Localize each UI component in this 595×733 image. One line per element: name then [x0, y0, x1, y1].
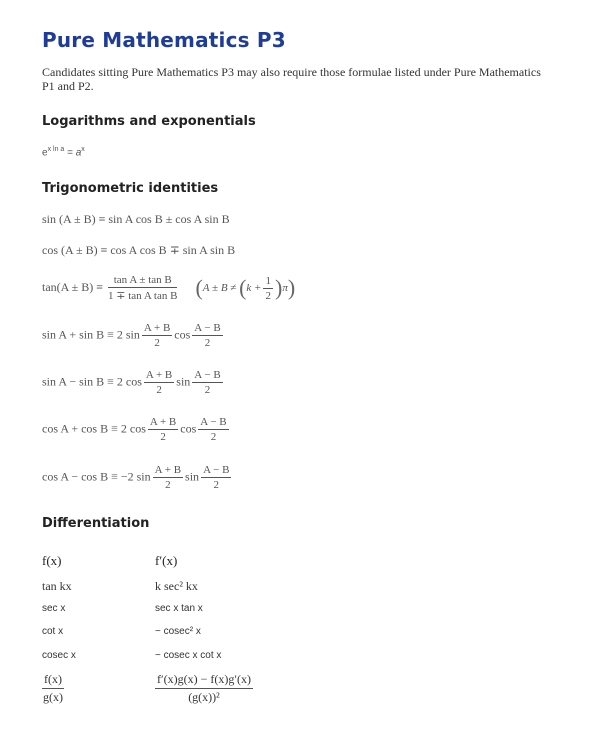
pi-symbol: π	[282, 281, 288, 294]
diff-half-4	[201, 464, 231, 491]
sinA-plus-sinB-lhs: sin A + sin B ≡ 2 sin	[42, 327, 140, 342]
cos-word-3: cos	[180, 421, 197, 436]
cosA-plus-cosB-lhs: cos A + cos B ≡ 2 cos	[42, 421, 146, 436]
exp-power: x ln a	[47, 146, 65, 153]
sum-half-1	[142, 322, 172, 349]
sum-half-4-num: A + B	[154, 464, 182, 476]
diff-half-2-den: 2	[204, 384, 211, 396]
exp-base: e	[42, 147, 48, 159]
tan-k: k +	[246, 281, 262, 294]
tan-fraction-num: tan A ± tan B	[108, 274, 177, 288]
paren-open-inner: (	[239, 275, 247, 300]
cos-word-1: cos	[174, 327, 191, 342]
diff-half-3-den: 2	[210, 431, 217, 443]
diff-col1-header: f(x)	[42, 553, 62, 568]
quotient-f-num: f(x)	[42, 672, 64, 689]
formula-cosA-minus-cosB	[42, 464, 233, 491]
formula-cosA-plus-cosB	[42, 416, 231, 443]
sum-half-3-den: 2	[160, 431, 166, 443]
paren-open: (	[195, 275, 203, 300]
diff-f: sec x	[42, 603, 66, 614]
quotient-f	[42, 672, 64, 705]
diff-half-1-num: A − B	[194, 322, 221, 334]
diff-col2-header: f′(x)	[155, 553, 178, 568]
intro-text: Candidates sitting Pure Mathematics P3 may also require those formulae listed under Pure Mathematics P1 and P2.	[42, 65, 541, 93]
diff-half-2	[192, 369, 222, 396]
sum-half-2-den: 2	[156, 384, 162, 396]
formula-sinA-plus-sinB	[42, 322, 225, 349]
diff-half-4-den: 2	[213, 479, 219, 491]
quotient-f-den: g(x)	[43, 690, 63, 704]
sin-word-4: sin	[185, 469, 200, 484]
page-title: Pure Mathematics P3	[42, 28, 286, 52]
quotient-f-fraction	[42, 672, 64, 705]
diff-half-3	[198, 416, 228, 443]
exp-rhs: a	[75, 147, 82, 159]
diff-df: − cosec x cot x	[155, 650, 222, 661]
diff-f: cot x	[42, 626, 64, 637]
diff-f: tan kx	[42, 579, 72, 593]
sum-half-3-num: A + B	[149, 416, 177, 428]
section-differentiation: Differentiation	[42, 516, 150, 531]
section-logarithms: Logarithms and exponentials	[42, 114, 256, 129]
half-num: 1	[265, 274, 271, 287]
diff-df: k sec² kx	[155, 579, 198, 593]
formula-sinA-minus-sinB	[42, 369, 225, 396]
sinA-minus-sinB-lhs: sin A − sin B ≡ 2 cos	[42, 374, 142, 389]
sum-half-2	[144, 369, 174, 396]
quotient-df	[155, 672, 253, 705]
sum-half-4-den: 2	[165, 479, 171, 491]
tan-lhs: tan(A ± B) ≡	[42, 279, 104, 294]
sum-half-4	[153, 464, 183, 491]
diff-df: − cosec² x	[155, 626, 201, 637]
diff-half-1	[192, 322, 222, 349]
tan-condition: A ± B ≠	[202, 281, 240, 294]
diff-df: sec x tan x	[155, 603, 203, 614]
half-den: 2	[265, 289, 271, 302]
diff-half-2-num: A − B	[194, 369, 221, 381]
formula-sin-sum: sin (A ± B) ≡ sin A cos B ± cos A sin B	[42, 212, 230, 226]
quotient-df-den: (g(x))²	[188, 690, 220, 704]
diff-half-3-num: A − B	[200, 416, 227, 428]
quotient-df-fraction	[155, 672, 253, 705]
diff-half-1-den: 2	[204, 337, 211, 349]
sum-half-3	[148, 416, 178, 443]
sum-half-2-num: A + B	[145, 369, 173, 381]
diff-f: cosec x	[42, 650, 76, 661]
sin-word-2: sin	[176, 374, 191, 389]
exp-rhs-power: x	[81, 146, 85, 153]
formula-cos-sum: cos (A ± B) ≡ cos A cos B ∓ sin A sin B	[42, 243, 236, 257]
tan-fraction-den: 1 ∓ tan A tan B	[108, 290, 178, 302]
cosA-minus-cosB-lhs: cos A − cos B ≡ −2 sin	[42, 469, 151, 484]
formula-tan-sum	[42, 274, 295, 302]
exp-equals: =	[64, 147, 76, 159]
formula-exp-log	[42, 146, 85, 158]
sum-half-1-num: A + B	[143, 322, 171, 334]
tan-fraction	[108, 274, 177, 302]
half-fraction	[263, 275, 273, 302]
diff-half-4-num: A − B	[203, 464, 230, 476]
paren-close-inner: )	[274, 275, 283, 300]
sum-half-1-den: 2	[154, 337, 160, 349]
paren-close: )	[287, 275, 296, 300]
quotient-df-num: f′(x)g(x) − f(x)g′(x)	[155, 672, 253, 689]
section-trig-identities: Trigonometric identities	[42, 181, 219, 196]
